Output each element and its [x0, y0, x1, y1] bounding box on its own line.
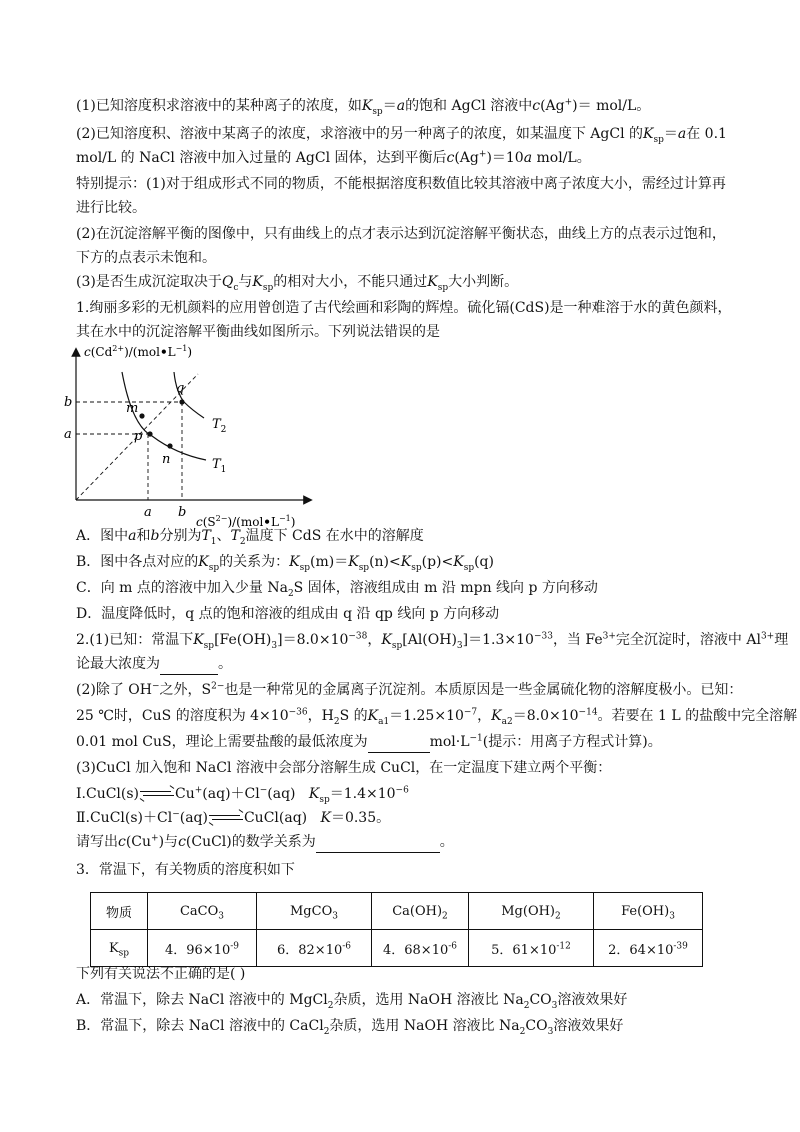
tip-line-4: 下方的点表示未饱和。: [76, 250, 216, 266]
text: -12: [556, 941, 571, 952]
text: 在 0.1: [686, 126, 727, 142]
text: −36: [288, 707, 308, 718]
text: c: [446, 150, 455, 166]
point-p-label: p: [134, 429, 143, 444]
q1-stem-1: 1.绚丽多彩的无机颜料的应用曾创造了古代绘画和彩陶的辉煌。硫化镉(CdS)是一种难溶于水的黄色颜料，: [76, 300, 732, 316]
text: mol·L: [429, 734, 470, 750]
text: 杂质，选用 NaOH 溶液比 Na: [333, 992, 524, 1008]
equilibrium-arrow-icon: [208, 812, 244, 824]
text: 分别为: [159, 528, 202, 544]
text: CO: [525, 1018, 548, 1034]
text: Q: [221, 274, 234, 290]
text: T: [230, 528, 240, 544]
q2-equilibrium-1: [76, 784, 409, 804]
text: −6: [395, 785, 409, 796]
point-n-label: n: [162, 452, 171, 467]
q1-option-a: [76, 526, 424, 546]
text: Ⅰ.CuCl(s): [76, 786, 140, 802]
text: K: [427, 274, 438, 290]
text: 3: [551, 1000, 558, 1011]
text: K: [361, 98, 373, 114]
text: 3: [271, 640, 278, 651]
text: a: [396, 98, 406, 114]
text: K: [308, 786, 320, 802]
text: 。: [218, 656, 232, 672]
text: mol/L 的 NaCl 溶液中加入过量的 AgCl 固体，达到平衡后: [76, 150, 447, 166]
text: ＝1.4×10: [329, 786, 396, 802]
text: K: [193, 632, 204, 648]
text: −14: [578, 707, 598, 718]
text: 。: [439, 834, 454, 850]
line-3: [76, 148, 591, 168]
table-header-cell: [148, 893, 257, 930]
line-2: [76, 124, 727, 144]
text: )与: [158, 834, 179, 850]
text: 和: [136, 528, 151, 544]
text: A．常温下，除去 NaCl 溶液中的 MgCl: [76, 992, 328, 1008]
q3-ask: 下列有关说法不正确的是( ): [76, 966, 246, 982]
text: sp: [437, 282, 449, 293]
tip-line-2: 进行比较。: [76, 200, 146, 216]
text: Cu: [175, 786, 195, 802]
text: +: [478, 149, 487, 160]
point-p-marker: [147, 431, 152, 436]
q1-stem-2: 其在水中的沉淀溶解平衡曲线如图所示。下列说法错误的是: [76, 324, 440, 340]
table-header-row: [91, 893, 703, 930]
text: a1: [378, 716, 390, 727]
text: 的饱和 AgCl 溶液中: [405, 98, 533, 114]
text: 3: [332, 911, 338, 922]
point-q-label: q: [176, 381, 185, 396]
text: 6．82×10: [276, 942, 343, 958]
text: 之外，S: [159, 682, 212, 698]
text: (aq): [179, 810, 208, 826]
text: sp: [203, 640, 215, 651]
table-cell: [91, 930, 148, 967]
text: 25 ℃时，CuS 的溶度积为 4×10: [76, 708, 289, 724]
text: [Al(OH): [402, 632, 457, 648]
text: Ca(OH): [392, 903, 443, 919]
text: −33: [533, 631, 553, 642]
text: 2: [287, 588, 294, 599]
text: K: [400, 554, 412, 570]
text: 、: [216, 528, 231, 544]
text: c: [233, 282, 239, 293]
text: 论最大浓度为: [76, 656, 160, 672]
q2-line-5: [76, 732, 662, 753]
text: K: [289, 554, 300, 570]
text: K: [198, 554, 209, 570]
table-header-cell: [469, 893, 594, 930]
text: 完全沉淀时，溶液中 Al: [615, 632, 761, 648]
text: ＝: [663, 126, 678, 142]
text: 温度下 CdS 在水中的溶解度: [245, 528, 424, 544]
text: K: [252, 274, 263, 290]
text: ，H: [307, 708, 334, 724]
text: ＝: [382, 98, 397, 114]
text: 0.01 mol CuS，理论上需要盐酸的最低浓度为: [76, 734, 368, 750]
text: 2: [555, 911, 561, 922]
q2-line-1: [76, 630, 788, 650]
table-header-cell: [594, 893, 703, 930]
text: sp: [463, 562, 475, 573]
point-m-marker: [139, 413, 144, 418]
text: 3+: [760, 631, 775, 642]
text: −: [151, 681, 160, 692]
q1-option-b: [76, 552, 494, 572]
x-tick-a: a: [144, 505, 152, 520]
tip-line-3: (2)在沉淀溶解平衡的图像中，只有曲线上的点才表示达到沉淀溶解平衡状态，曲线上方的点表示过饱和，: [76, 226, 726, 242]
text: S 固体，溶液组成由 m 沿 mpn 线向 p 方向移动: [293, 580, 598, 596]
cds-solubility-chart: [64, 342, 324, 538]
text: (1)已知溶度积求溶液中的某种离子的浓度，如: [76, 98, 362, 114]
text: (m)＝: [310, 554, 349, 570]
text: )＝ mol/L。: [572, 98, 651, 114]
text: CaCO: [179, 903, 219, 919]
text: ]＝1.3×10: [462, 632, 534, 648]
text: (aq)＋Cl: [202, 786, 260, 802]
text: B．图中各点对应的: [76, 554, 199, 570]
text: 2: [239, 536, 246, 547]
y-tick-b: b: [64, 395, 73, 410]
text: sp: [299, 562, 311, 573]
text: 溶液效果好: [557, 992, 628, 1008]
table-cell: [594, 930, 703, 967]
text: sp: [372, 106, 383, 117]
text: 。若要在 1 L 的盐酸中完全溶解: [597, 708, 798, 724]
text: a2: [501, 716, 513, 727]
text: )＝10: [486, 150, 524, 166]
text: K: [348, 554, 359, 570]
text: (aq): [267, 786, 296, 802]
text: +: [194, 785, 203, 796]
answer-blank[interactable]: [368, 732, 430, 753]
answer-blank[interactable]: [316, 832, 440, 853]
text: −: [172, 809, 180, 820]
text: +: [151, 833, 159, 844]
text: 3: [669, 911, 675, 922]
text: 4．68×10: [382, 942, 449, 958]
text: Fe(OH): [621, 903, 670, 919]
table-cell: [469, 930, 594, 967]
table-cell: [372, 930, 469, 967]
q2-line-9: [76, 832, 454, 853]
point-m-label: m: [126, 401, 139, 416]
text: ＝0.35。: [330, 810, 391, 826]
text: ＝1.25×10: [389, 708, 464, 724]
text: 2．64×10: [608, 942, 674, 958]
text: (Cu: [125, 834, 152, 850]
text: K: [367, 708, 379, 724]
text: a: [128, 528, 137, 544]
answer-blank[interactable]: [160, 654, 218, 675]
text: 与: [238, 274, 253, 290]
text: K: [381, 632, 392, 648]
text: c: [118, 834, 126, 850]
text: K: [108, 940, 119, 956]
q3-option-a: [76, 990, 627, 1010]
table-header-cell: [91, 893, 148, 930]
text: −: [259, 785, 268, 796]
text: ，: [367, 632, 382, 648]
q3-option-b: [76, 1016, 623, 1036]
text: −1: [469, 733, 483, 744]
text: b: [150, 528, 160, 544]
text: (2)已知溶度积、溶液中某离子的浓度，求溶液中的另一种离子的浓度，如某温度下 AgCl 的: [76, 126, 643, 142]
series-t1-label: $T_1$: [212, 457, 227, 475]
q2-line-2: [76, 654, 232, 675]
text: 1: [210, 536, 217, 547]
text: C．向 m 点的溶液中加入少量 Na: [76, 580, 288, 596]
text: ，当 Fe: [552, 632, 603, 648]
text: 2.(1)已知：常温下: [76, 632, 194, 648]
text: K: [453, 554, 464, 570]
text: 大小判断。: [448, 274, 519, 290]
q3-stem: 3．常温下，有关物质的溶度积如下: [76, 862, 295, 878]
text: sp: [391, 640, 403, 651]
x-tick-b: b: [178, 505, 187, 520]
text: 2: [323, 1026, 330, 1037]
text: 4．96×10: [164, 942, 231, 958]
text: 3: [547, 1026, 554, 1037]
text: ，: [477, 708, 492, 724]
text: Mg(OH): [501, 903, 556, 919]
text: a: [677, 126, 687, 142]
q2-equilibrium-2: [76, 808, 390, 828]
text: MgCO: [290, 903, 333, 919]
y-tick-a: a: [64, 427, 72, 442]
text: S 的: [339, 708, 368, 724]
x-axis-label: $c(S^{2-})/(mol•L^{-1})$: [196, 514, 296, 529]
text: 2: [327, 1000, 334, 1011]
text: (CuCl)的数学关系为: [185, 834, 316, 850]
text: 2: [442, 911, 448, 922]
text: sp: [319, 794, 330, 805]
text: sp: [262, 282, 274, 293]
text: c: [532, 98, 541, 114]
text: -9: [230, 941, 240, 952]
text: +: [564, 97, 573, 108]
text: a: [523, 150, 533, 166]
text: -6: [342, 941, 352, 952]
text: A．图中: [76, 528, 129, 544]
table-cell: [148, 930, 257, 967]
text: (Ag: [454, 150, 479, 166]
text: -39: [673, 941, 688, 952]
table-header-cell: [372, 893, 469, 930]
q2-line-6: (3)CuCl 加入饱和 NaCl 溶液中会部分溶解生成 CuCl，在一定温度下建立两个平衡：: [76, 760, 612, 776]
text: 溶液效果好: [553, 1018, 624, 1034]
text: 的相对大小，不能只通过: [273, 274, 428, 290]
text: 请写出: [76, 834, 118, 850]
text: ＝8.0×10: [512, 708, 579, 724]
text: 5．61×10: [491, 942, 557, 958]
text: 杂质，选用 NaOH 溶液比 Na: [329, 1018, 520, 1034]
text: (q): [474, 554, 494, 570]
tip-line-1: 特别提示：(1)对于组成形式不同的物质，不能根据溶度积数值比较其溶液中离子浓度大小，需经过计算再: [76, 176, 726, 192]
text: sp: [208, 562, 220, 573]
text: −7: [463, 707, 478, 718]
q2-line-3: [76, 680, 742, 700]
text: 2: [519, 1026, 526, 1037]
text: [Fe(OH): [214, 632, 272, 648]
table-header-cell: [257, 893, 372, 930]
text: 2: [523, 1000, 530, 1011]
text: 理: [774, 632, 789, 648]
text: sp: [118, 948, 130, 959]
text: 2−: [211, 681, 225, 692]
text: 2: [333, 716, 340, 727]
tip-line-5: [76, 272, 518, 292]
text: K: [643, 126, 654, 142]
text: K: [491, 708, 502, 724]
text: B．常温下，除去 NaCl 溶液中的 CaCl: [76, 1018, 324, 1034]
text: 3: [218, 911, 225, 922]
text: (提示：用离子方程式计算)。: [482, 734, 662, 750]
point-n-marker: [167, 443, 172, 448]
text: 也是一种常见的金属离子沉淀剂。本质原因是一些金属硫化物的溶解度极小。已知：: [224, 682, 743, 698]
text: sp: [411, 562, 422, 573]
q1-option-c: [76, 578, 598, 598]
text: T: [201, 528, 211, 544]
text: c: [178, 834, 186, 850]
text: K: [320, 810, 331, 826]
text: sp: [653, 134, 664, 145]
text: 3: [456, 640, 463, 651]
text: (3)是否生成沉淀取决于: [76, 274, 222, 290]
text: sp: [358, 562, 370, 573]
table-row: [91, 930, 703, 967]
ksp-table: [90, 892, 703, 967]
text: 的关系为：: [219, 554, 290, 570]
text: (n)<: [369, 554, 401, 570]
y-axis-label: $c(Cd^{2+})/(mol•L^{-1})$: [84, 344, 193, 359]
q1-option-d: D．温度降低时，q 点的饱和溶液的组成由 q 沿 qp 线向 p 方向移动: [76, 606, 500, 622]
line-1: [76, 96, 650, 116]
text: (Ag: [540, 98, 565, 114]
equilibrium-arrow-icon: [139, 788, 175, 800]
point-q-marker: [179, 399, 184, 404]
q2-line-4: [76, 706, 797, 726]
curve-t1: [122, 372, 206, 460]
series-t2-label: $T_2$: [212, 417, 227, 435]
text: ]＝8.0×10: [277, 632, 349, 648]
text: mol/L。: [536, 150, 591, 166]
text: −38: [348, 631, 368, 642]
table-cell: [257, 930, 372, 967]
text: CO: [529, 992, 552, 1008]
text: Ⅱ.CuCl(s)＋Cl: [76, 810, 173, 826]
text: (p)<: [421, 554, 454, 570]
text: CuCl(aq): [243, 810, 308, 826]
text: 物质: [105, 905, 132, 921]
text: (2)除了 OH: [76, 682, 152, 698]
text: 3+: [602, 631, 616, 642]
text: -6: [448, 941, 458, 952]
